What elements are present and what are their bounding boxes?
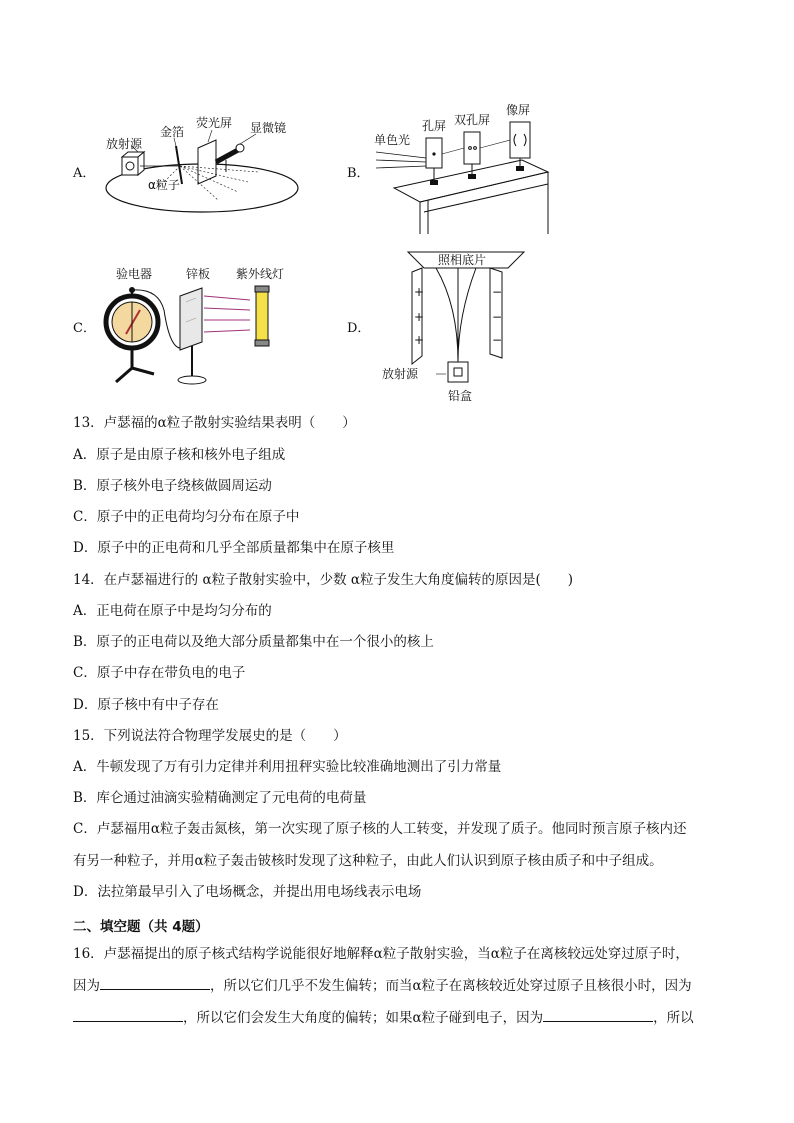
option-c-letter: C． <box>73 321 96 336</box>
figure-b-double-slit <box>372 100 562 235</box>
minus-sign-1: − <box>492 285 503 299</box>
q13-option-d[interactable]: D．原子中的正电荷和几乎全部质量都集中在原子核里 <box>73 540 395 556</box>
figure-c-photoelectric <box>98 262 308 390</box>
label-microscope: 显微镜 <box>250 121 287 135</box>
label-gold-foil: 金箔 <box>160 125 185 139</box>
minus-sign-2: − <box>492 310 503 324</box>
label-monochromatic-light: 单色光 <box>374 133 411 147</box>
q16-text-3: ，所以它们会发生大角度的偏转；如果α粒子碰到电子，因为 <box>183 1010 544 1026</box>
label-lead-box: 铅盒 <box>448 389 473 403</box>
q13-option-a[interactable]: A．原子是由原子核和核外电子组成 <box>73 447 286 463</box>
q16-blank-2[interactable] <box>73 1009 183 1022</box>
label-alpha-particle: α粒子 <box>148 178 180 192</box>
label-hole-screen: 孔屏 <box>422 119 447 133</box>
option-a-letter: A． <box>73 166 96 181</box>
label-image-screen: 像屏 <box>506 103 531 117</box>
q15-option-c[interactable]: C．卢瑟福用α粒子轰击氮核，第一次实现了原子核的人工转变，并发现了质子。他同时预言原子核内还 <box>73 821 687 837</box>
plus-sign-3: + <box>414 333 425 347</box>
q15-option-d[interactable]: D．法拉第最早引入了电场概念，并提出用电场线表示电场 <box>73 884 422 900</box>
label-photographic-film: 照相底片 <box>438 253 487 267</box>
question-16-line-1: 16．卢瑟福提出的原子核式结构学说能很好地解释α粒子散射实验，当α粒子在离核较远处穿过原子时， <box>73 946 689 962</box>
option-d-letter: D． <box>347 321 371 336</box>
label-electroscope: 验电器 <box>116 267 153 281</box>
label-fluorescent-screen: 荧光屏 <box>196 116 233 130</box>
q13-option-c[interactable]: C．原子中的正电荷均匀分布在原子中 <box>73 509 300 525</box>
label-uv-lamp: 紫外线灯 <box>236 267 285 281</box>
q14-option-b[interactable]: B．原子的正电荷以及绝大部分质量都集中在一个很小的核上 <box>73 634 434 650</box>
q14-option-d[interactable]: D．原子核中有中子存在 <box>73 697 219 713</box>
q15-option-a[interactable]: A．牛顿发现了万有引力定律并利用扭秤实验比较准确地测出了引力常量 <box>73 759 502 775</box>
label-source-a: 放射源 <box>106 137 143 151</box>
plus-sign-1: + <box>414 285 425 299</box>
question-16-line-2 <box>73 977 692 994</box>
q16-text-4: ，所以 <box>653 1010 694 1026</box>
q15-option-c-continued: 有另一种粒子，并用α粒子轰击铍核时发现了这种粒子，由此人们认识到原子核由质子和中子组成。 <box>73 853 663 869</box>
figure-d-radiation-deflection <box>376 246 532 406</box>
q16-text-2: ，所以它们几乎不发生偏转；而当α粒子在离核较近处穿过原子且核很小时，因为 <box>210 978 692 994</box>
option-b-letter: B． <box>347 166 370 181</box>
plus-sign-2: + <box>414 310 425 324</box>
label-double-slit-screen: 双孔屏 <box>454 113 491 127</box>
question-15-stem: 15．下列说法符合物理学发展史的是（ ） <box>73 728 347 744</box>
q14-option-c[interactable]: C．原子中存在带负电的电子 <box>73 665 246 681</box>
section-2-title: 二、填空题（共 4题） <box>73 919 209 935</box>
question-14-stem: 14．在卢瑟福进行的 α粒子散射实验中，少数 α粒子发生大角度偏转的原因是( ) <box>73 572 574 588</box>
question-16-line-3 <box>73 1009 694 1026</box>
q16-blank-1[interactable] <box>100 977 210 990</box>
q16-because-1: 因为 <box>73 978 100 994</box>
figure-a-scattering-apparatus <box>98 112 310 220</box>
label-zinc-plate: 锌板 <box>186 267 211 281</box>
question-13-stem: 13．卢瑟福的α粒子散射实验结果表明（ ） <box>73 415 356 431</box>
q16-blank-3[interactable] <box>543 1009 653 1022</box>
q15-option-b[interactable]: B．库仑通过油滴实验精确测定了元电荷的电荷量 <box>73 790 367 806</box>
minus-sign-3: − <box>492 333 503 347</box>
q13-option-b[interactable]: B．原子核外电子绕核做圆周运动 <box>73 478 272 494</box>
label-source-d: 放射源 <box>382 367 419 381</box>
q14-option-a[interactable]: A．正电荷在原子中是均匀分布的 <box>73 603 272 619</box>
